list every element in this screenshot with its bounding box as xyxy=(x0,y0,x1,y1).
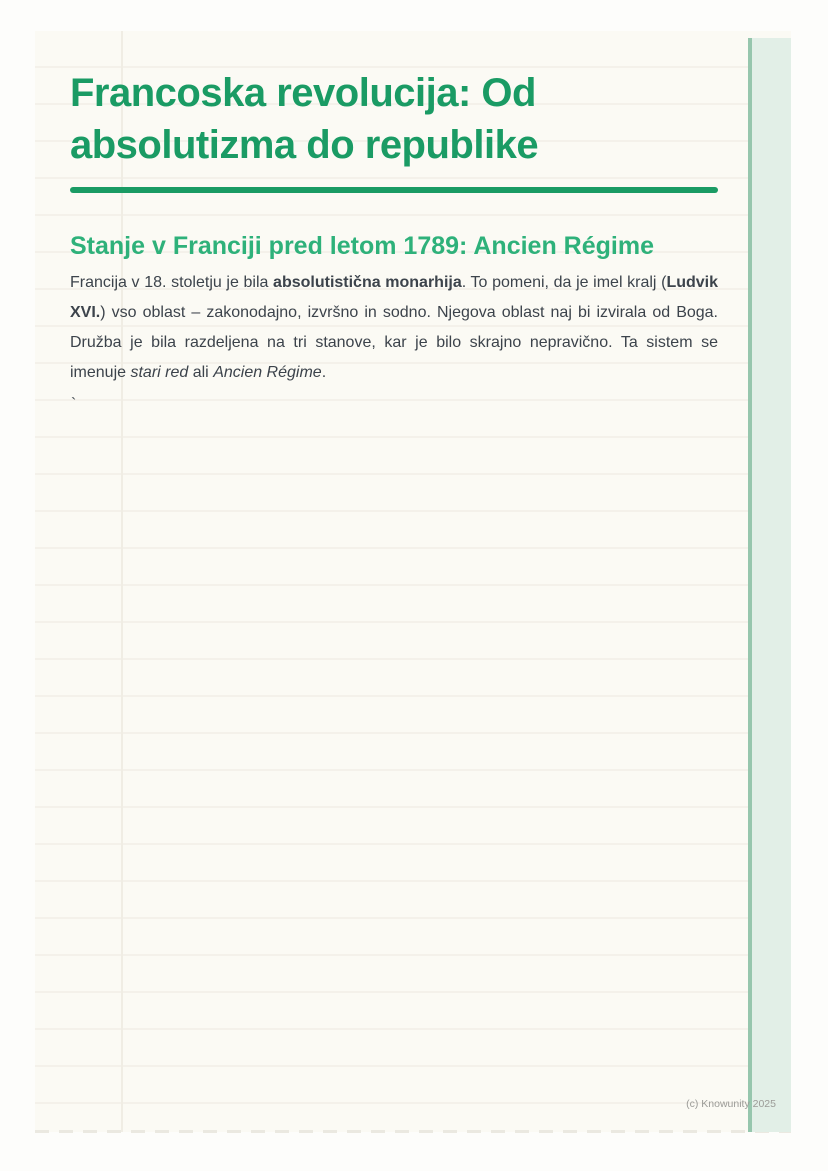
section-heading: Stanje v Franciji pred letom 1789: Ancien Régime xyxy=(70,232,654,260)
page-edge-band xyxy=(748,38,791,1132)
page-title: Francoska revolucija: Od absolutizma do republike xyxy=(70,71,539,167)
document-page xyxy=(35,31,791,1132)
body-paragraph: Francija v 18. stoletju je bila absolutistična monarhija. To pomeni, da je imel kralj (Ludvik XVI.) vso oblast – zakonodajno, izvršno in sodno. Njegova oblast naj bi izvirala od Boga. Družba je bila razdeljena na tri stanove, kar je bilo skrajno nepravično. Ta sistem se imenuje stari red ali Ancien Régime. xyxy=(70,274,719,381)
title-divider-rule xyxy=(70,187,718,193)
stray-backtick-character: ` xyxy=(71,396,77,413)
copyright-footer: (c) Knowunity 2025 xyxy=(686,1098,776,1110)
